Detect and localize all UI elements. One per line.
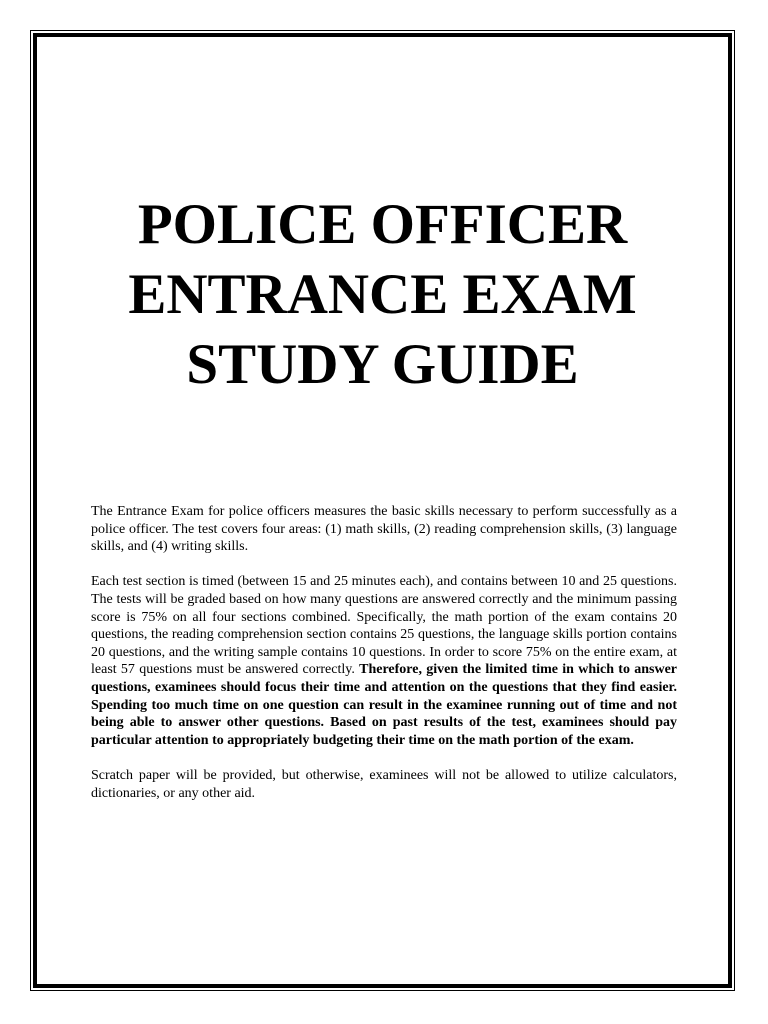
paragraph-exam-details-emphasis: Therefore, given the limited time in which to answer questions, examinees should focus their time and attention on the questions that they find easier. Spending too much time on one question can result in the examinee running out of time and not being able to answer other questions. Based on past results of the test, examinees should pay particular attention to appropriately budgeting their time on the math portion of the exam.: [91, 662, 678, 748]
paragraph-exam-details-regular: Each test section is timed (between 15 and 25 minutes each), and contains between 10 and 25 questions. The tests will be graded based on how many questions are answered correctly and the minimum passing score is 75% on all four sections combined. Specifically, the math portion of the exam contains 20 questions, the reading comprehension section contains 25 questions, the language skills portion contains 20 questions, and the writing sample contains 10 questions. In order to score 75% on the entire exam, at least 57 questions must be answered correctly.: [91, 574, 677, 678]
title-line-1: POLICE OFFICER: [137, 193, 628, 256]
document-title: [37, 190, 728, 400]
paragraph-intro: The Entrance Exam for police officers measures the basic skills necessary to perform successfully as a police officer. The test covers four areas: (1) math skills, (2) reading comprehension skills, (3) language skills, and (4) writing skills.: [91, 504, 677, 555]
document-body: [91, 503, 677, 820]
paragraph-aids: Scratch paper will be provided, but otherwise, examinees will not be allowed to utilize calculators, dictionaries, or any other aid.: [91, 767, 677, 801]
title-line-2: ENTRANCE EXAM: [128, 263, 637, 326]
paragraph-exam-details: [91, 573, 677, 749]
title-line-3: STUDY GUIDE: [186, 333, 579, 396]
